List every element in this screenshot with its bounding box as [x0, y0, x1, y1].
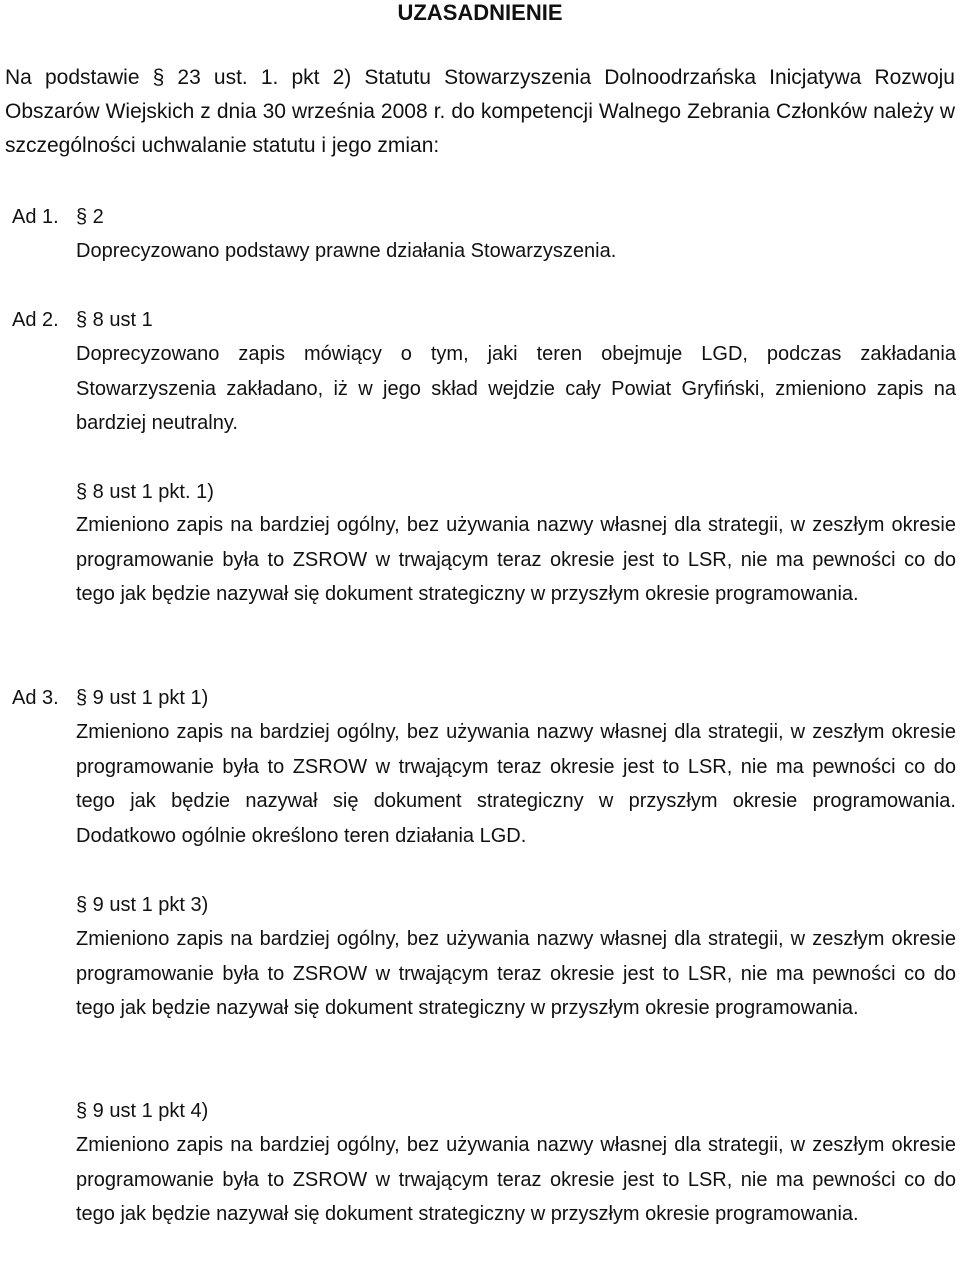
intro-paragraph: Na podstawie § 23 ust. 1. pkt 2) Statutu Stowarzyszenia Dolnoodrzańska Inicjatywa Rozwoju Obszarów Wiejskich z dnia 30 września 2008 r. do kompetencji Walnego Zebrania Członków należy w szczególności uchwalanie statutu i jego zmian: — [5, 66, 955, 157]
section-heading-par-8-ust-1-pkt-1: § 8 ust 1 pkt. 1) — [76, 481, 214, 503]
section-heading-par-9-ust-1-pkt-1: § 9 ust 1 pkt 1) — [76, 687, 209, 709]
document-title: UZASADNIENIE — [397, 0, 563, 25]
section-text-par-9-ust-1-pkt-3: Zmieniono zapis na bardziej ogólny, bez używania nazwy własnej dla strategii, w zeszłym okresie programowanie była to ZSROW w trwającym teraz okresie jest to LSR, nie ma pewności co do tego jak będzie nazywał się dokument strategiczny w przyszłym okresie programowania. — [76, 928, 956, 1019]
section-text-par-9-ust-1-pkt-1: Zmieniono zapis na bardziej ogólny, bez używania nazwy własnej dla strategii, w zeszłym okresie programowanie była to ZSROW w trwającym teraz okresie jest to LSR, nie ma pewności co do tego jak będzie nazywał się dokument strategiczny w przyszłym okresie programowania. Dodatkowo ogólnie określono teren działania LGD. — [76, 721, 956, 847]
section-text-par-8-ust-1-pkt-1: Zmieniono zapis na bardziej ogólny, bez używania nazwy własnej dla strategii, w zeszłym okresie programowanie była to ZSROW w trwającym teraz okresie jest to LSR, nie ma pewności co do tego jak będzie nazywał się dokument strategiczny w przyszłym okresie programowania. — [76, 514, 956, 605]
section-text-par-2: Doprecyzowano podstawy prawne działania Stowarzyszenia. — [76, 240, 617, 262]
section-heading-par-2: § 2 — [76, 206, 104, 228]
section-text-par-8-ust-1: Doprecyzowano zapis mówiący o tym, jaki teren obejmuje LGD, podczas zakładania Stowarzyszenia zakładano, iż w jego skład wejdzie cały Powiat Gryfiński, zmieniono zapis na bardziej neutralny. — [76, 343, 956, 434]
section-text-par-9-ust-1-pkt-4: Zmieniono zapis na bardziej ogólny, bez używania nazwy własnej dla strategii, w zeszłym okresie programowanie była to ZSROW w trwającym teraz okresie jest to LSR, nie ma pewności co do tego jak będzie nazywał się dokument strategiczny w przyszłym okresie programowania. — [76, 1134, 956, 1225]
section-label-ad-3: Ad 3. — [12, 687, 59, 709]
section-label-ad-1: Ad 1. — [12, 206, 59, 228]
section-label-ad-2: Ad 2. — [12, 309, 59, 331]
section-heading-par-9-ust-1-pkt-4: § 9 ust 1 pkt 4) — [76, 1100, 209, 1122]
section-heading-par-8-ust-1: § 8 ust 1 — [76, 309, 153, 331]
section-heading-par-9-ust-1-pkt-3: § 9 ust 1 pkt 3) — [76, 894, 209, 916]
